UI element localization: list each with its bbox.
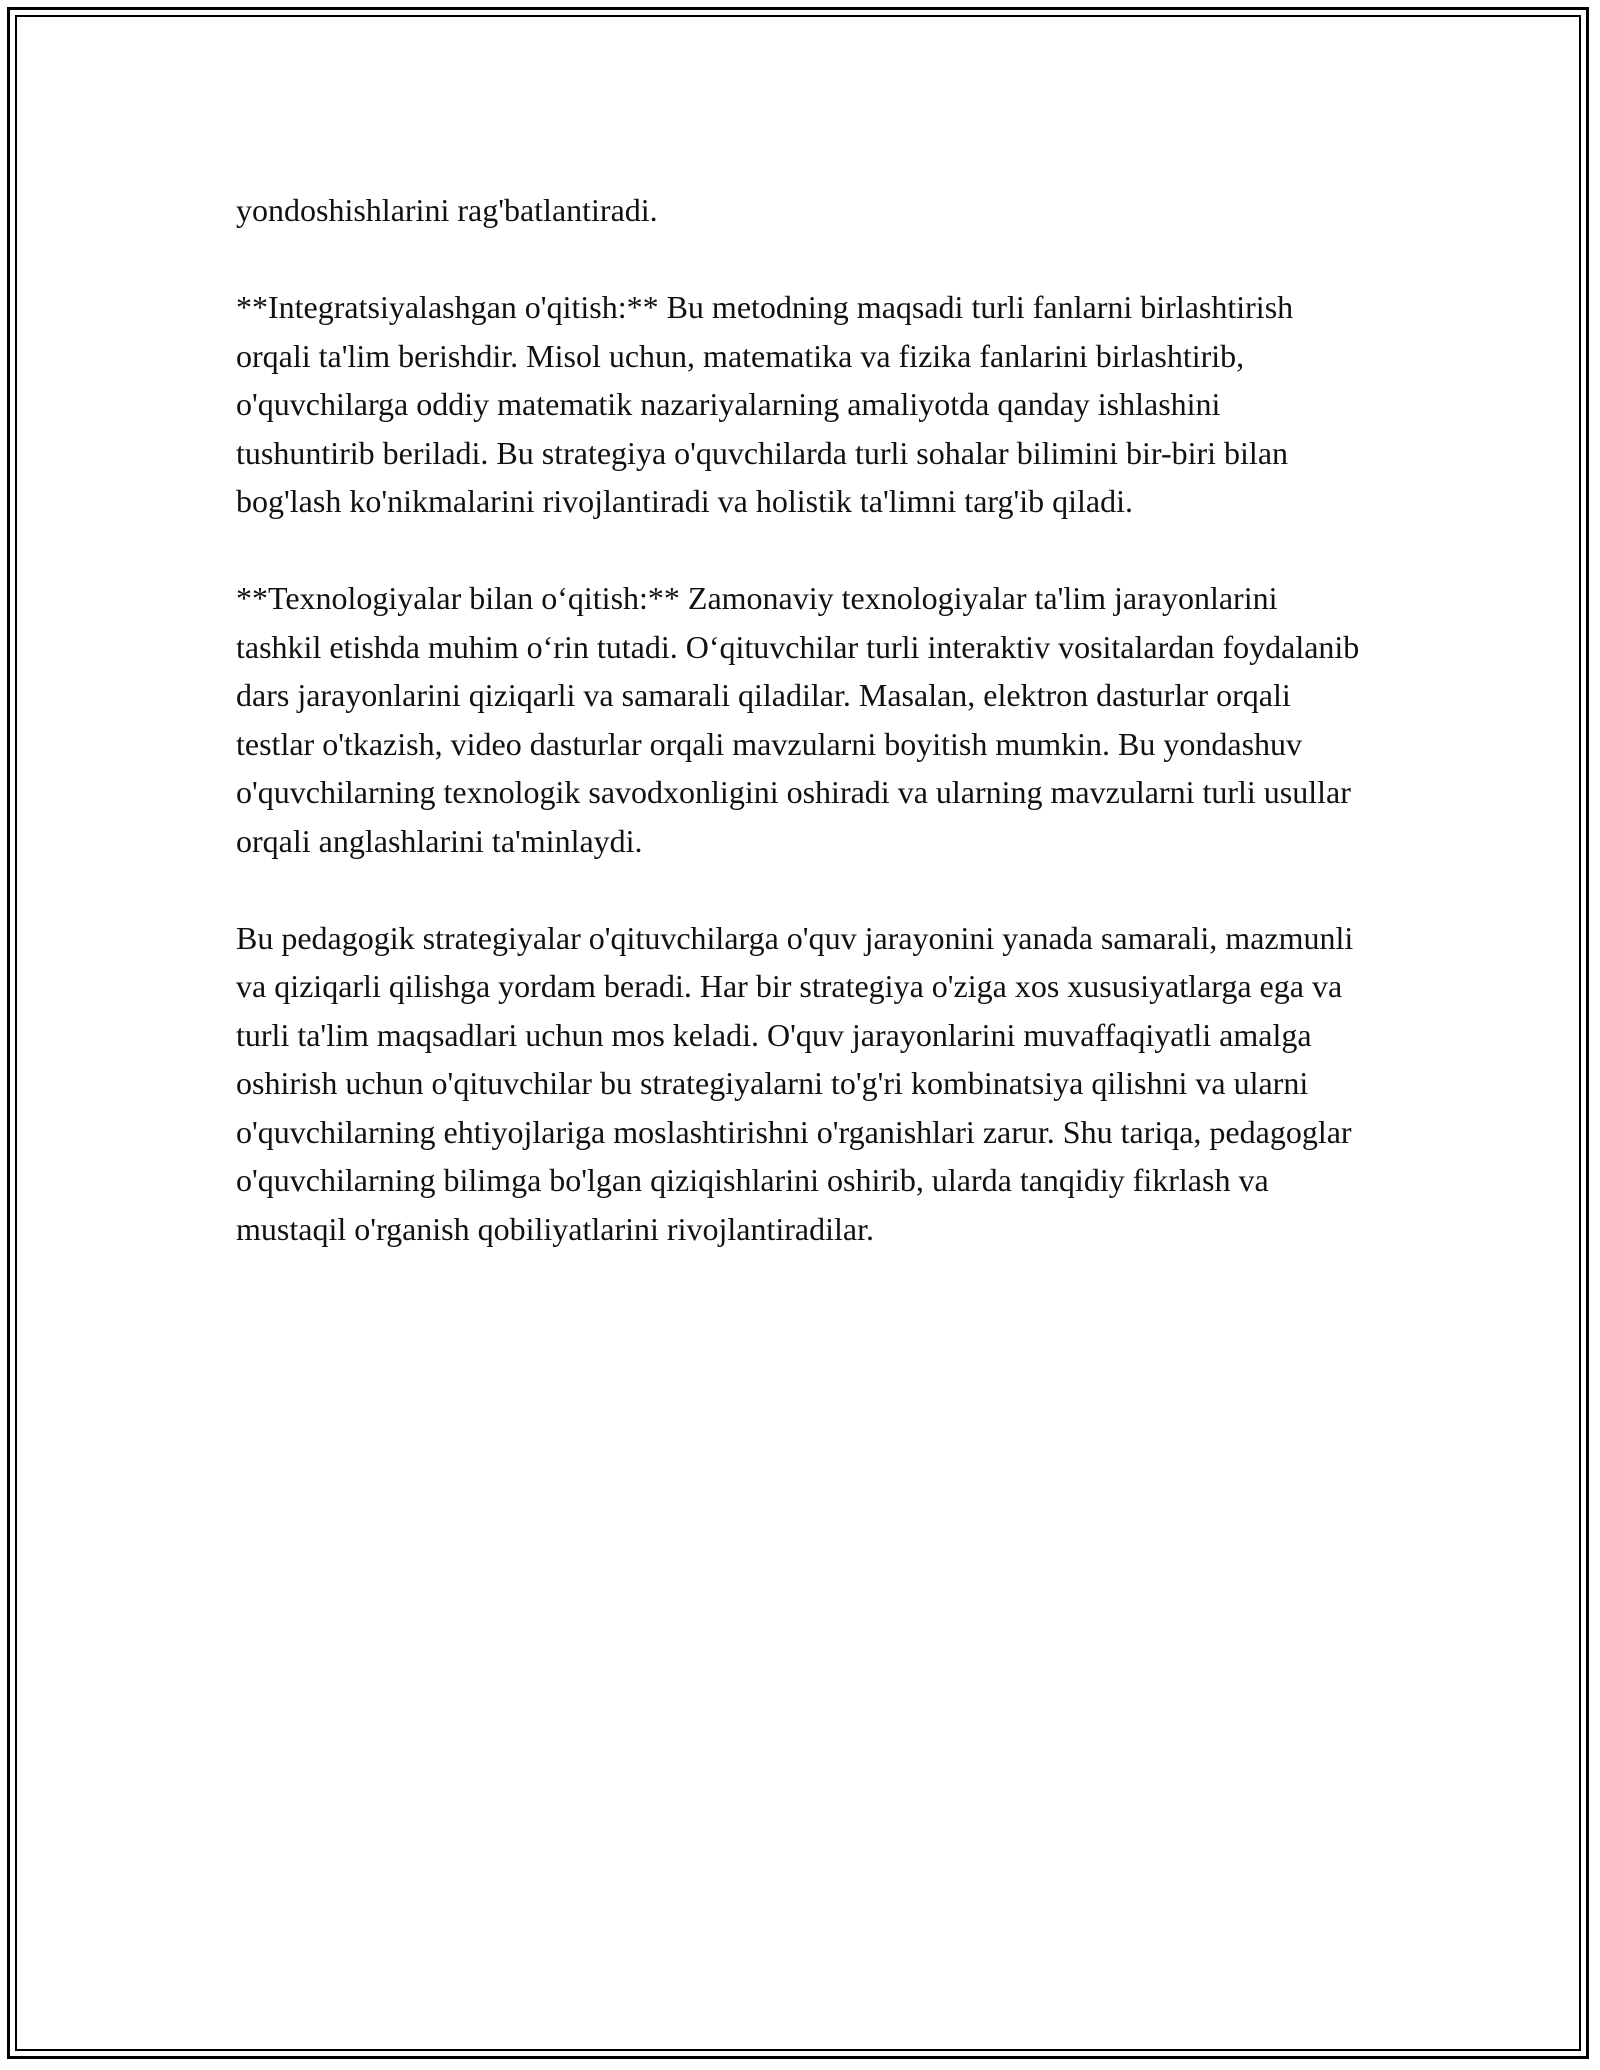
paragraph-conclusion: Bu pedagogik strategiyalar o'qituvchilarga o'quv jarayonini yanada samarali, mazmunli va qiziqarli qilishga yordam beradi. Har bir strategiya o'ziga xos xususiyatlarga ega va turli ta'lim maqsadlari uchun mos keladi. O'quv jarayonlarini muvaffaqiyatli amalga oshirish uchun o'qituvchilar bu strategiyalarni to'g'ri kombinatsiya qilishni va ularni o'quvchilarning ehtiyojlariga moslashtirishni o'rganishlari zarur. Shu tariqa, pedagoglar o'quvchilarning bilimga bo'lgan qiziqishlarini oshirib, ularda tanqidiy fikrlash va mustaqil o'rganish qobiliyatlarini rivojlantiradilar. [236, 919, 1354, 1247]
document-body [236, 186, 1366, 1302]
paragraph-technology-teaching: **Texnologiyalar bilan o‘qitish:** Zamonaviy texnologiyalar ta'lim jarayonlarini tashkil etishda muhim o‘rin tutadi. O‘qituvchilar turli interaktiv vositalardan foydalanib dars jarayonlarini qiziqarli va samarali qiladilar. Masalan, elektron dasturlar orqali testlar o'tkazish, video dasturlar orqali mavzularni boyitish mumkin. Bu yondashuv o'quvchilarning texnologik savodxonligini oshiradi va ularning mavzularni turli usullar orqali anglashlarini ta'minlaydi. [236, 580, 1360, 859]
paragraph-integrated-teaching: **Integratsiyalashgan o'qitish:** Bu metodning maqsadi turli fanlarni birlashtirish orqali ta'lim berishdir. Misol uchun, matematika va fizika fanlarini birlashtirib, o'quvchilarga oddiy matematik nazariyalarning amaliyotda qanday ishlashini tushuntirib beriladi. Bu strategiya o'quvchilarda turli sohalar bilimini bir-biri bilan bog'lash ko'nikmalarini rivojlantiradi va holistik ta'limni targ'ib qiladi. [236, 289, 1294, 519]
paragraph-continuation: yondoshishlarini rag'batlantiradi. [236, 192, 658, 228]
